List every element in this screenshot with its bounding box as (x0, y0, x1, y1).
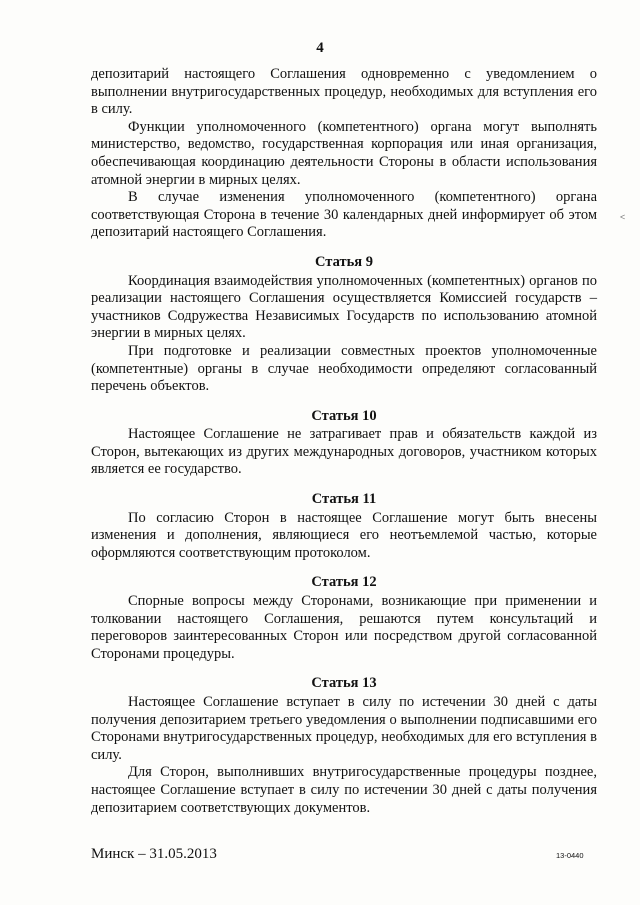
article-heading: Статья 12 (311, 574, 377, 591)
intro-paragraph-3: В случае изменения уполномоченного (компетентного) органа соответствующая Сторона в течение 30 календарных дней информирует об этом депозитарий настоящего Соглашения. (91, 189, 597, 241)
margin-mark: < (620, 212, 626, 222)
article-9 (91, 254, 597, 396)
article-11 (91, 491, 597, 562)
article-heading: Статья 10 (311, 407, 377, 424)
article-paragraph: Координация взаимодействия уполномоченных (компетентных) органов по реализации настоящего Соглашения осуществляется Комиссией государств – участников Содружества Независимых Государств по использованию атомной энергии в мирных целях. (91, 272, 597, 342)
document-body (91, 66, 597, 817)
article-paragraph: При подготовке и реализации совместных проектов уполномоченные (компетентные) органы в случае необходимости определяют согласованный перечень объектов. (91, 342, 597, 395)
footer-doc-code: 13-0440 (556, 851, 584, 860)
article-paragraph: По согласию Сторон в настоящее Соглашение могут быть внесены изменения и дополнения, являющиеся его неотъемлемой частью, которые оформляются соответствующим протоколом. (91, 509, 597, 561)
article-13 (91, 675, 597, 817)
page-number: 4 (316, 40, 324, 56)
article-heading: Статья 11 (311, 491, 377, 508)
intro-paragraph-1: депозитарий настоящего Соглашения одновременно с уведомлением о выполнении внутригосударственных процедур, необходимых для вступления его в силу. (91, 66, 597, 118)
intro-paragraph-2: Функции уполномоченного (компетентного) органа могут выполнять министерство, ведомство, государственная корпорация или иная организация, обеспечивающая координацию деятельности Стороны в области использования атомной энергии в мирных целях. (91, 118, 597, 188)
article-paragraph: Спорные вопросы между Сторонами, возникающие при применении и толковании настоящего Соглашения, решаются путем консультаций и переговоров заинтересованных Сторон или посредством другой согласованной Сторонами процедуры. (91, 593, 597, 662)
article-paragraph: Для Сторон, выполнивших внутригосударственные процедуры позднее, настоящее Соглашение вступает в силу по истечении 30 дней с даты получения депозитарием соответствующих документов. (91, 764, 597, 816)
article-paragraph: Настоящее Соглашение не затрагивает прав и обязательств каждой из Сторон, вытекающих из других международных договоров, участником которых является ее государство. (91, 426, 597, 478)
article-12 (91, 574, 597, 663)
footer-place-date: Минск – 31.05.2013 (91, 846, 217, 862)
article-paragraph: Настоящее Соглашение вступает в силу по истечении 30 дней с даты получения депозитарием третьего уведомления о выполнении подписавшими его Сторонами внутригосударственных процедур, необходимых для его вступления в силу. (91, 694, 597, 763)
article-10 (91, 408, 597, 479)
article-heading: Статья 9 (315, 253, 373, 270)
article-heading: Статья 13 (311, 675, 377, 692)
